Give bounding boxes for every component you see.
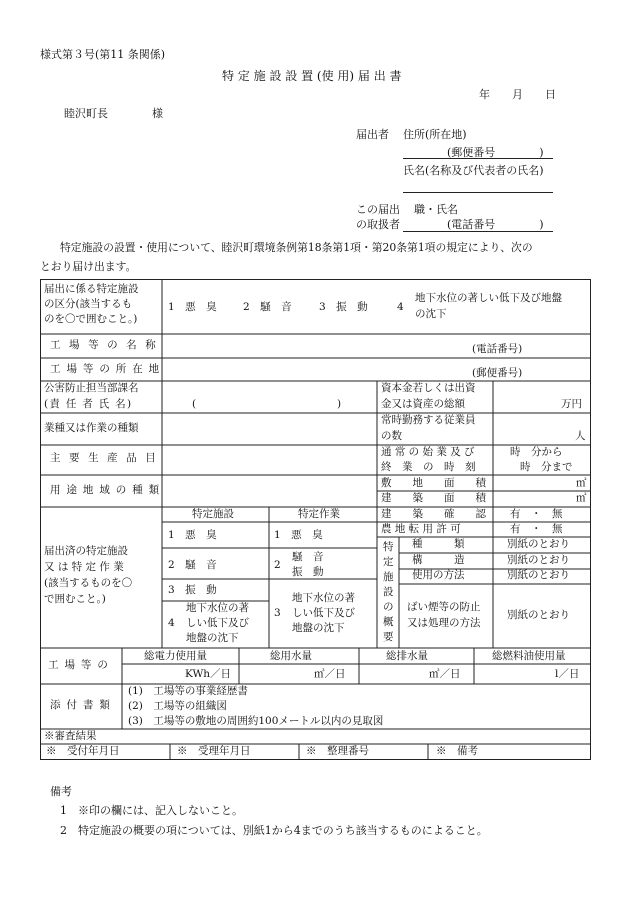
outline-char-3: 施 — [383, 571, 394, 583]
existing-label-line1: 届出済の特定施設 — [44, 545, 128, 557]
outline-smoke-label-line1: ばい煙等の防止 — [407, 601, 481, 613]
drain-usage-unit: ㎥／日 — [429, 668, 461, 680]
pollution-dept-label-line2: (責 任 者 氏 名) — [44, 398, 133, 410]
water-usage-label: 総用水量 — [270, 650, 312, 662]
name-underline — [403, 192, 553, 193]
category-label-line1: 届出に係る特定施設 — [44, 283, 139, 295]
farmland-yes-no[interactable]: 有 ・ 無 — [510, 523, 563, 535]
existing-facility-vibration[interactable]: 3 振 動 — [168, 584, 217, 596]
category-option-vibration[interactable]: 3 振 動 — [319, 301, 368, 313]
fuel-usage-unit: l／日 — [555, 668, 580, 680]
outline-char-6: 概 — [383, 616, 394, 628]
category-option-odor[interactable]: 1 悪 臭 — [168, 301, 217, 313]
address-label: 住所(所在地) — [403, 128, 467, 141]
outline-char-2: 定 — [383, 556, 394, 568]
power-usage-label: 総電力使用量 — [144, 650, 207, 662]
handler-phone-label: (電話番号 ) — [447, 218, 544, 231]
building-confirm-label: 建 築 確 認 — [381, 508, 486, 520]
existing-work-vibration[interactable]: 振 動 — [292, 566, 324, 578]
hours-label-line1: 通 常 の 始 業 及 び — [381, 446, 475, 458]
existing-facility-noise[interactable]: 2 騒 音 — [168, 559, 217, 571]
notifier-label: 届出者 — [356, 128, 389, 141]
attachments-label: 添 付 書 類 — [50, 699, 112, 711]
employees-unit: 人 — [575, 430, 586, 442]
building-area-unit: ㎡ — [576, 492, 587, 504]
drain-usage-label: 総排水量 — [386, 650, 428, 662]
intro-text-line2: とおり届け出ます。 — [40, 260, 137, 273]
existing-facility-odor[interactable]: 1 悪 臭 — [168, 529, 217, 541]
site-area-label: 敷 地 面 積 — [381, 477, 486, 489]
outline-char-1: 特 — [383, 541, 394, 553]
outline-kind-value: 別紙のとおり — [507, 538, 570, 550]
factory-usage-label: 工 場 等 の — [48, 659, 110, 671]
fuel-usage-label: 総燃料油使用量 — [492, 650, 566, 662]
existing-work-number-2[interactable]: 2 — [274, 559, 281, 571]
outline-usage-label: 使用の方法 — [412, 569, 465, 581]
outline-smoke-value: 別紙のとおり — [507, 609, 570, 621]
main-products-label: 主 要 生 産 品 目 — [50, 452, 159, 464]
power-usage-unit: KWh／日 — [185, 668, 232, 680]
factory-phone-label: (電話番号) — [472, 343, 523, 355]
pollution-paren-close: ) — [337, 398, 342, 410]
factory-postal-label: (郵便番号) — [472, 367, 523, 379]
pollution-dept-label-line1: 公害防止担当部課名 — [44, 382, 139, 394]
reference-number-label: ※ 整理番号 — [306, 745, 369, 757]
industry-label: 業種又は作業の種類 — [44, 422, 139, 434]
col-header-facility: 特定施設 — [192, 508, 234, 520]
existing-facility-ground-line1[interactable]: 地下水位の著 — [186, 602, 249, 614]
existing-work-ground-line3[interactable]: 地盤の沈下 — [292, 622, 345, 634]
water-usage-unit: ㎥／日 — [314, 668, 346, 680]
category-option-ground-line2[interactable]: の沈下 — [415, 308, 447, 320]
outline-structure-value: 別紙のとおり — [507, 554, 570, 566]
handler-underline — [403, 231, 553, 232]
intro-text-line1: 特定施設の設置・使用について、睦沢町環境条例第18条第1項・第20条第1項の規定により、次の — [60, 241, 533, 254]
existing-work-noise[interactable]: 騒 音 — [292, 551, 324, 563]
postal-code-label: (郵便番号 ) — [447, 146, 544, 159]
site-area-unit: ㎡ — [576, 477, 587, 489]
handler-label-line2: の取扱者 — [356, 218, 400, 231]
receipt-date-label: ※ 受付年月日 — [46, 745, 120, 757]
category-label-line3: のを〇で囲むこと。) — [44, 313, 138, 325]
handler-title-label: 職・氏名 — [414, 203, 458, 216]
form-number: 様式第３号(第11 条関係) — [40, 48, 166, 61]
outline-char-5: の — [383, 601, 394, 613]
category-label-line2: の区分(該当するも — [44, 298, 133, 310]
building-confirm-yes-no[interactable]: 有 ・ 無 — [510, 508, 563, 520]
note-1: 1 ※印の欄には、記入しないこと。 — [60, 804, 243, 817]
notification-form-table — [40, 279, 591, 760]
building-area-label: 建 築 面 積 — [381, 492, 486, 504]
existing-work-ground-line2[interactable]: しい低下及び — [292, 607, 355, 619]
review-result-label: ※審査結果 — [44, 730, 97, 742]
attachment-3: (3) 工場等の敷地の周囲約100メートル以内の見取図 — [128, 715, 384, 727]
note-2: 2 特定施設の概要の項については、別紙1から4までのうち該当するものによること。 — [60, 824, 488, 837]
attachment-1: (1) 工場等の事業経歴書 — [128, 685, 248, 697]
outline-smoke-label-line2: 又は処理の方法 — [407, 617, 481, 629]
category-option-ground-line1[interactable]: 地下水位の著しい低下及び地盤 — [415, 292, 562, 304]
capital-label-line2: 金又は資産の総額 — [381, 398, 465, 410]
existing-work-number-3[interactable]: 3 — [274, 607, 281, 619]
category-option-noise[interactable]: 2 騒 音 — [243, 301, 292, 313]
capital-label-line1: 資本金若しくは出資 — [381, 382, 476, 394]
factory-name-label: 工 場 等 の 名 称 — [50, 339, 159, 351]
existing-label-line2: 又 は 特 定 作 業 — [44, 561, 124, 573]
existing-facility-ground-number[interactable]: 4 — [168, 617, 175, 629]
document-title: 特 定 施 設 設 置 (使 用) 届 出 書 — [222, 69, 402, 83]
postal-underline — [403, 158, 553, 159]
existing-facility-ground-line2[interactable]: しい低下及び — [186, 617, 249, 629]
date-line: 年 月 日 — [479, 88, 556, 101]
hours-start-value: 時 分から — [510, 446, 563, 458]
existing-label-line4: で囲むこと。) — [44, 593, 106, 605]
existing-work-ground-line1[interactable]: 地下水位の著 — [292, 592, 355, 604]
attachment-2: (2) 工場等の組織図 — [128, 700, 227, 712]
handler-label-line1: この届出 — [356, 203, 400, 216]
hours-label-line2: 終 業 の 時 刻 — [381, 461, 476, 473]
name-label: 氏名(名称及び代表者の氏名) — [403, 164, 544, 177]
factory-address-label: 工 場 等 の 所 在 地 — [50, 363, 161, 375]
addressee: 睦沢町長 様 — [64, 107, 163, 120]
outline-usage-value: 別紙のとおり — [507, 569, 570, 581]
col-header-work: 特定作業 — [298, 508, 340, 520]
notes-title: 備考 — [50, 785, 72, 798]
existing-facility-ground-line3[interactable]: 地盤の沈下 — [186, 632, 239, 644]
category-option-ground-number[interactable]: 4 — [397, 301, 404, 313]
capital-unit: 万円 — [561, 398, 582, 410]
employees-label-line2: の数 — [381, 430, 402, 442]
office-remarks-label: ※ 備考 — [436, 745, 478, 757]
acceptance-date-label: ※ 受理年月日 — [177, 745, 251, 757]
outline-kind-label: 種 類 — [412, 538, 465, 550]
existing-work-odor[interactable]: 1 悪 臭 — [274, 529, 323, 541]
outline-char-4: 設 — [383, 586, 394, 598]
outline-char-7: 要 — [383, 631, 394, 643]
outline-structure-label: 構 造 — [412, 554, 465, 566]
hours-end-value: 時 分まで — [520, 461, 573, 473]
employees-label-line1: 常時勤務する従業員 — [381, 414, 476, 426]
pollution-paren-open: ( — [192, 398, 197, 410]
farmland-label: 農 地 転 用 許 可 — [381, 523, 461, 535]
existing-label-line3: (該当するものを〇 — [44, 577, 133, 589]
zoning-label: 用 途 地 域 の 種 類 — [50, 484, 161, 496]
